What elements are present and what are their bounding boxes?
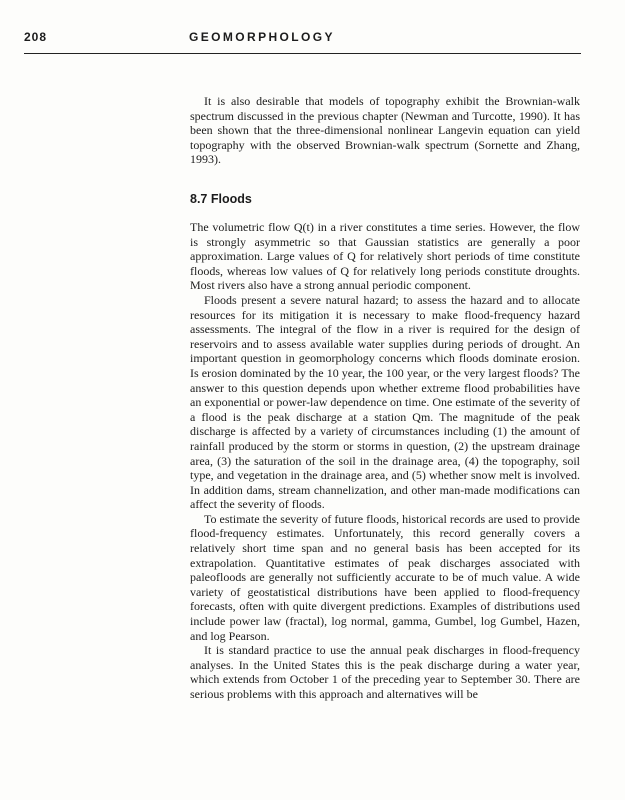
paragraph: To estimate the severity of future floods, historical records are used to provide flood-frequency estimates. Unfortunately, this record generally covers a relatively short time span and no general basis has been accepted for its extrapolation. Quantitative estimates of peak discharges associated with paleofloods are generally not sufficiently accurate to be of much value. A wide variety of geostatistical distributions have been applied to flood-frequency forecasts, often with quite divergent predictions. Examples of distributions used include power law (fractal), log normal, gamma, Gumbel, log Gumbel, Hazen, and log Pearson. xyxy=(190,511,580,643)
intro-paragraph: It is also desirable that models of topography exhibit the Brownian-walk spectrum discussed in the previous chapter (Newman and Turcotte, 1990). It has been shown that the three-dimensional nonlinear Langevin equation can yield topography with the observed Brownian-walk spectrum (Sornette and Zhang, 1993). xyxy=(190,94,580,167)
paragraph: It is standard practice to use the annual peak discharges in flood-frequency analyses. In the United States this is the peak discharge during a water year, which extends from October 1 of the preceding year to September 30. There are serious problems with this approach and alternatives will be xyxy=(190,643,580,701)
running-head xyxy=(24,30,584,50)
section-heading: 8.7 Floods xyxy=(190,192,252,206)
paragraph: Floods present a severe natural hazard; to assess the hazard and to allocate resources for its mitigation it is necessary to make flood-frequency hazard assessments. The integral of the flow in a river is required for the design of reservoirs and to assess available water supplies during periods of drought. An important question in geomorphology concerns which floods dominate erosion. Is erosion dominated by the 10 year, the 100 year, or the very largest floods? The answer to this question depends upon whether extreme flood probabilities have an exponential or power-law dependence on time. One estimate of the severity of a flood is the peak discharge at a station Qm. The magnitude of the peak discharge is affected by a variety of circumstances including (1) the amount of rainfall produced by the storm or storms in question, (2) the upstream drainage area, (3) the saturation of the soil in the drainage area, (4) the topography, soil type, and vegetation in the drainage area, and (5) whether snow melt is involved. In addition dams, stream channelization, and other man-made modifications can affect the severity of floods. xyxy=(190,292,580,512)
page-number: 208 xyxy=(24,30,48,44)
section-body xyxy=(190,220,580,702)
intro-text-block xyxy=(190,94,580,167)
running-title: GEOMORPHOLOGY xyxy=(189,30,335,44)
header-rule xyxy=(24,53,581,54)
paragraph: The volumetric flow Q(t) in a river constitutes a time series. However, the flow is strongly asymmetric so that Gaussian statistics are generally a poor approximation. Large values of Q for relatively short periods of time constitute floods, whereas low values of Q for relatively long periods constitute droughts. Most rivers also have a strong annual periodic component. xyxy=(190,220,580,293)
